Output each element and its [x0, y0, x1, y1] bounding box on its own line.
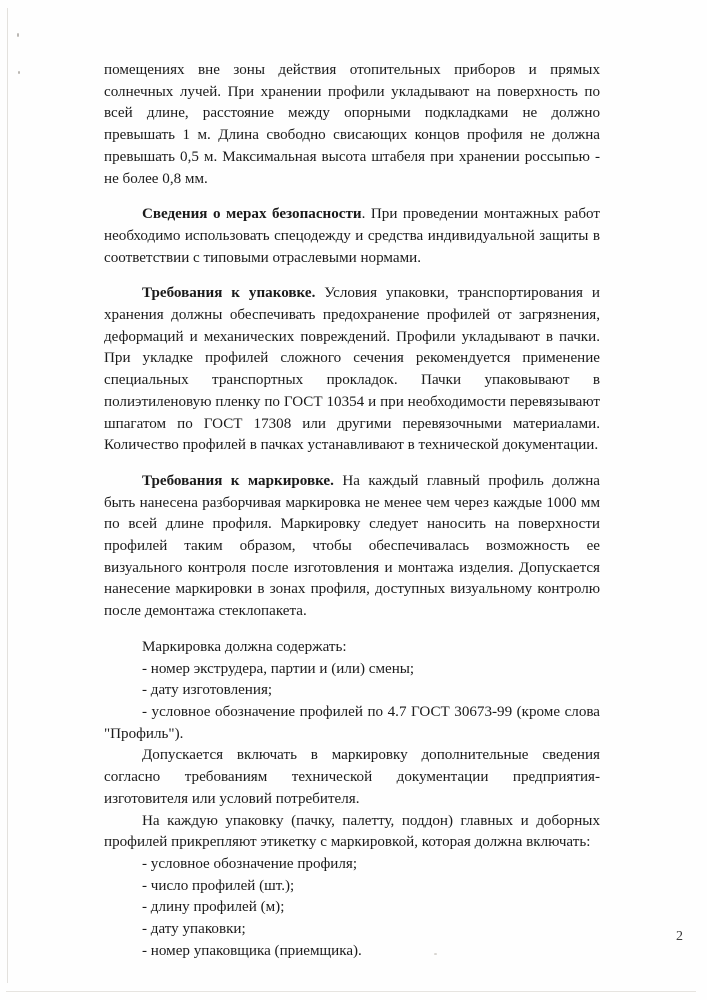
list-item: - условное обозначение профилей по 4.7 ГОСТ 30673-99 (кроме слова "Профиль"). [104, 703, 600, 742]
scan-edge-artifact-bottom [6, 991, 696, 992]
paragraph-text: Условия упаковки, транспортирования и хранения должны обеспечивать предохранение профилей от загрязнения, деформаций и механических повреждений. Профили укладывают в пачки. При укладке профилей сложного сечения рекомендуется применение специальных транспортных прокладок. Пачки упаковывают в полиэтиленовую пленку по ГОСТ 10354 и при необходимости перевязывают шпагатом по ГОСТ 17308 или другими перевязочными материалами. Количество профилей в пачках устанавливают в технической документации. [104, 285, 600, 454]
paragraph-safety-information [104, 204, 600, 269]
run-in-heading-packaging: Требования к упаковке. [142, 285, 316, 302]
paragraph-text: На каждый главный профиль должна быть нанесена разборчивая маркировка не менее чем через каждые 1000 мм по всей длине профиля. Маркировку следует наносить на поверхности профилей таким образом, чтобы обеспечивалась возможность ее визуального контроля после изготовления и монтажа изделия. Допускается нанесение маркировки в зонах профиля, доступных визуальному контролю после демонтажа стеклопакета. [104, 472, 600, 620]
page-number: 2 [676, 929, 683, 944]
label-contents-lead-in: На каждую упаковку (пачку, палетту, поддон) главных и доборных профилей прикрепляют этикетку с маркировкой, которая должна включать: [104, 812, 600, 851]
scan-edge-artifact-left [7, 8, 8, 983]
paragraph-text: помещениях вне зоны действия отопительных приборов и прямых солнечных лучей. При хранении профили укладывают на поверхность по всей длине, расстояние между опорными подкладками не должно превышать 1 м. Длина свободно свисающих концов профиля не должна превышать 0,5 м. Максимальная высота штабеля при хранении россыпью - не более 0,8 мм. [104, 62, 600, 187]
list-item: - дату изготовления; [142, 682, 273, 699]
paragraph-text: . При проведении монтажных работ необходимо использовать спецодежду и средства индивидуальной защиты в соответствии с типовыми отраслевыми нормами. [104, 206, 600, 266]
list-item: - число профилей (шт.); [142, 877, 295, 894]
label-contents-list [104, 854, 600, 963]
scan-speck [18, 71, 20, 74]
list-item: - номер упаковщика (приемщика). [142, 942, 362, 959]
run-in-heading-marking: Требования к маркировке. [142, 472, 334, 489]
list-item: - условное обозначение профиля; [142, 855, 358, 872]
marking-contents-lead-in: Маркировка должна содержать: [142, 638, 347, 655]
paragraph-additional-info: Допускается включать в маркировку дополнительные сведения согласно требованиям технической документации предприятия-изготовителя или условий потребителя. [104, 747, 600, 807]
list-item: - длину профилей (м); [142, 899, 285, 916]
run-in-heading-safety: Сведения о мерах безопасности [142, 206, 362, 223]
paragraph-storage-conditions [104, 60, 600, 190]
page-body [104, 60, 600, 962]
list-item: - дату упаковки; [142, 921, 246, 938]
marking-contents-list [104, 659, 600, 746]
list-item: - номер экструдера, партии и (или) смены; [142, 660, 415, 677]
paragraph-packaging-requirements [104, 283, 600, 457]
paragraph-marking-requirements [104, 471, 600, 623]
scan-speck [17, 33, 19, 37]
